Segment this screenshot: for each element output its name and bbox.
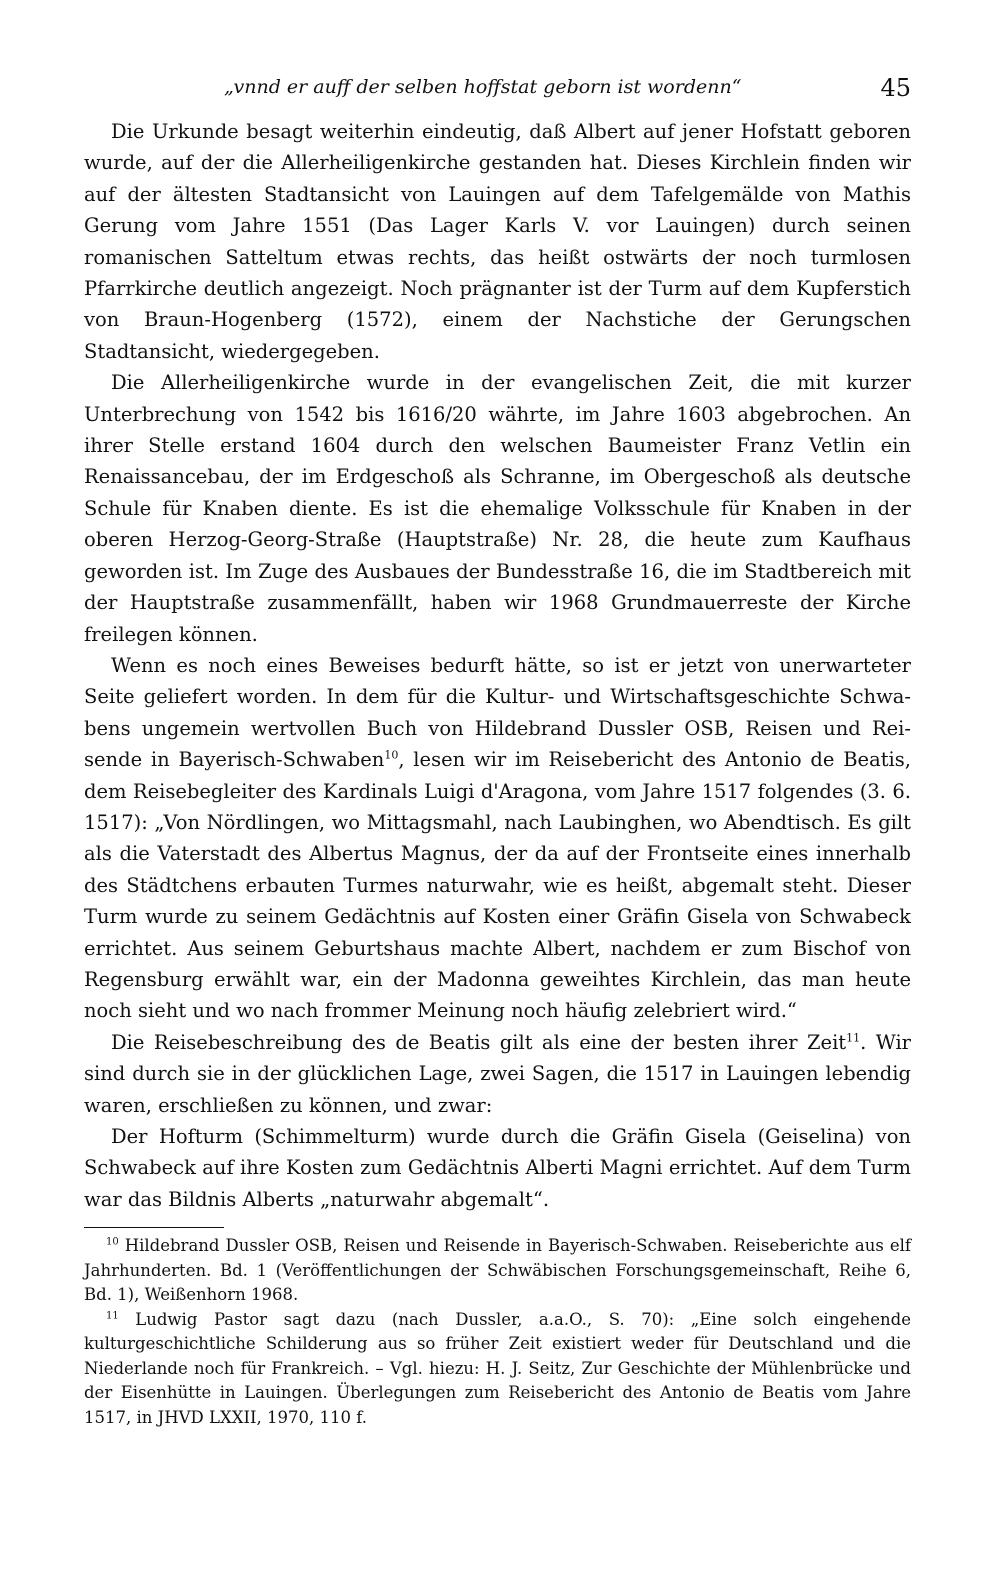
page-number: 45: [880, 74, 911, 102]
paragraph: [84, 650, 911, 1027]
footnote-reference: 11: [846, 1031, 861, 1045]
footnote-reference: 10: [384, 748, 399, 762]
page-header: [84, 70, 911, 116]
footnotes: [84, 1234, 911, 1430]
book-page: [84, 70, 911, 1430]
footnote: [84, 1308, 911, 1431]
paragraph: Der Hofturm (Schimmelturm) wurde durch die Gräfin Gisela (Geiselina) von Schwabeck auf ihre Kosten zum Gedächtnis Alberti Magni errichtet. Auf dem Turm war das Bildnis Alberts „naturwahr abgemalt“.: [84, 1125, 911, 1211]
paragraph: Die Allerheiligenkirche wurde in der evangelischen Zeit, die mit kurzer Unterbrechung von 1542 bis 1616/20 währte, im Jahre 1603 abgebrochen. An ihrer Stelle erstand 1604 durch den welschen Baumeister Franz Vetlin ein Renaissancebau, der im Erdgeschoß als Schranne, im Obergeschoß als deutsche Schule für Knaben diente. Es ist die ehemalige Volksschule für Knaben in der oberen Herzog-Georg-Straße (Hauptstraße) Nr. 28, die heute zum Kaufhaus geworden ist. Im Zuge des Ausbaues der Bundesstraße 16, die im Stadtbereich mit der Hauptstraße zusammenfällt, haben wir 1968 Grundmauerreste der Kirche freilegen können.: [84, 371, 911, 646]
paragraph-text: . Wir sind durch sie in der glücklichen Lage, zwei Sagen, die 1517 in Lauingen lebendig waren, erschließen zu können, und zwar:: [84, 1030, 911, 1117]
footnote-number: 10: [106, 1236, 119, 1248]
footnote-divider: [84, 1227, 224, 1228]
paragraph: Die Urkunde besagt weiterhin eindeutig, daß Albert auf jener Hofstatt geboren wurde, auf der die Allerheiligenkirche gestanden hat. Dieses Kirchlein finden wir auf der ältesten Stadtansicht von Lauingen auf dem Tafelgemälde von Mathis Gerung vom Jahre 1551 (Das Lager Karls V. vor Lauingen) durch seinen romanischen Satteltum etwas rechts, das heißt ostwärts der noch turmlosen Pfarrkirche deutlich angezeigt. Noch prägnanter ist der Turm auf dem Kupferstich von Braun-Hogenberg (1572), einem der Nachstiche der Gerungschen Stadtansicht, wiedergegeben.: [84, 120, 911, 363]
footnote-number: 11: [106, 1310, 119, 1322]
paragraph: [84, 1027, 911, 1121]
footnote: [84, 1234, 911, 1308]
paragraph-text: , lesen wir im Reisebericht des Antonio de Beatis, dem Reisebegleiter des Kardinals Luigi d'Aragona, vom Jahre 1517 folgendes (3. 6. 1517): „Von Nördlingen, wo Mittagsmahl, nach Laubinghen, wo Abendtisch. Es gilt als die Vaterstadt des Albertus Magnus, der da auf der Frontseite eines innerhalb des Städtchens erbauten Turmes naturwahr, wie es heißt, abgemalt steht. Dieser Turm wurde zu seinem Gedächtnis auf Kosten einer Gräfin Gisela von Schwabeck errichtet. Aus seinem Geburtshaus machte Albert, nachdem er zum Bischof von Regensburg erwählt war, ein der Madonna geweihtes Kirchlein, das man heute noch sieht und wo nach frommer Meinung noch häufig zelebriert wird.“: [84, 748, 911, 1023]
running-title: „vnnd er auff der selben hoffstat geborn ist wordenn“: [224, 76, 742, 98]
paragraph-text: Wenn es noch eines Beweises bedurft hätte, so ist er jetzt von unerwarteter Seite geliefert worden. In dem für die Kultur- und Wirtschaftsgeschichte Schwabens ungemein wertvollen Buch von Hildebrand Dussler OSB, Reisen und Reisende in Bayerisch-Schwaben: [84, 653, 911, 772]
main-text: [84, 116, 911, 1215]
paragraph-text: Die Reisebeschreibung des de Beatis gilt als eine der besten ihrer Zeit: [111, 1030, 847, 1054]
footnote-text: Hildebrand Dussler OSB, Reisen und Reisende in Bayerisch-Schwaben. Reiseberichte aus elf Jahrhunderten. Bd. 1 (Veröffentlichungen der Schwäbischen Forschungsgemeinschaft, Reihe 6, Bd. 1), Weißenhorn 1968.: [84, 1236, 911, 1305]
footnote-text: Ludwig Pastor sagt dazu (nach Dussler, a.a.O., S. 70): „Eine solch eingehende kulturgeschichtliche Schilderung aus so früher Zeit existiert weder für Deutschland und die Niederlande noch für Frankreich. – Vgl. hiezu: H. J. Seitz, Zur Geschichte der Mühlenbrücke und der Eisenhütte in Lauingen. Überlegungen zum Reisebericht des Antonio de Beatis vom Jahre 1517, in JHVD LXXII, 1970, 110 f.: [84, 1309, 911, 1427]
